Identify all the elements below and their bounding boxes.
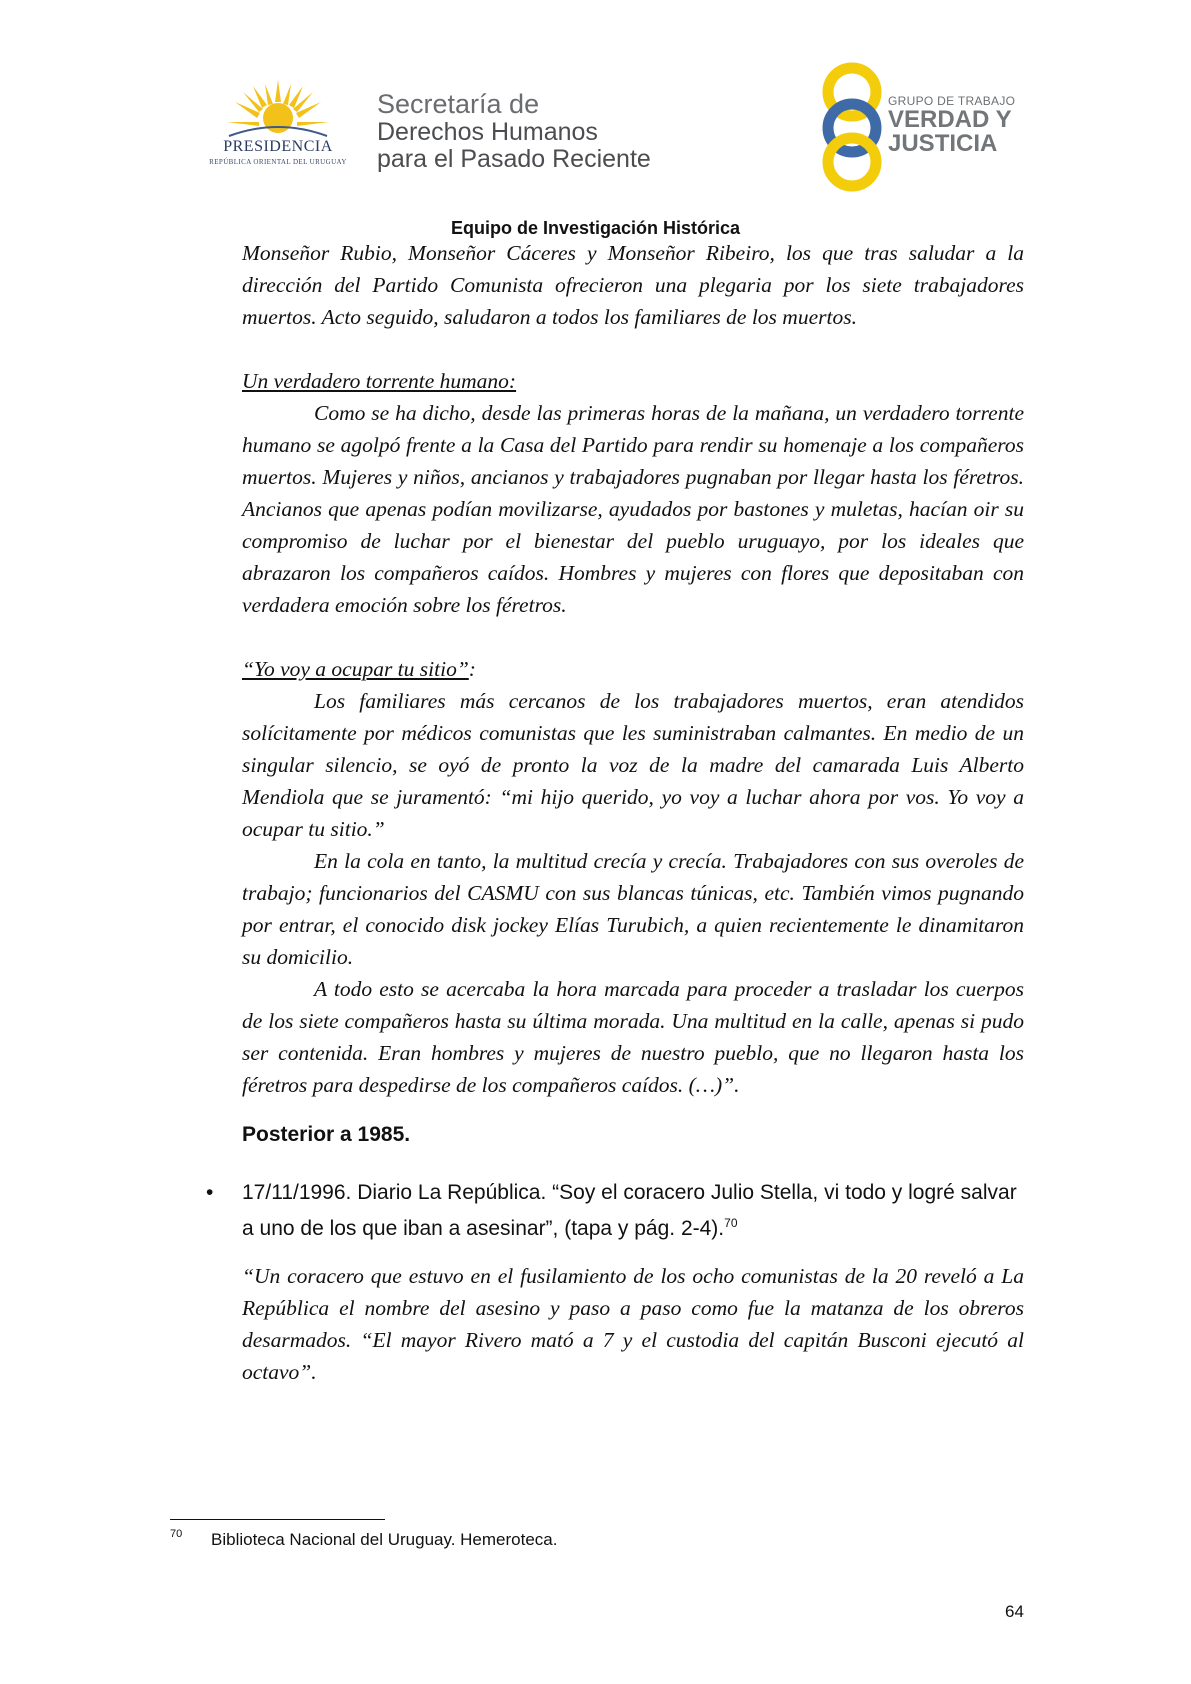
grupo-trabajo-text (888, 94, 1015, 156)
footnote-ref-link[interactable]: 70 (724, 1216, 738, 1230)
quote-paragraph: “Un coracero que estuvo en el fusilamiento de los ocho comunistas de la 20 reveló a La República el nombre del asesino y paso a paso como fue la matanza de los obreros desarmados. “El mayor Rivero mató a 7 y el custodia del capitán Busconi ejecutó al octavo”. (242, 1264, 1024, 1384)
footnote (170, 1530, 557, 1550)
grupo-trabajo-logo (812, 62, 1032, 192)
subheading-torrente (242, 365, 1024, 397)
presidencia-logo (198, 78, 358, 178)
page-number: 64 (1005, 1602, 1024, 1621)
footnote-text: Biblioteca Nacional del Uruguay. Hemeroteca. (211, 1530, 558, 1549)
section-heading: Posterior a 1985. (242, 1123, 411, 1146)
team-title: Equipo de Investigación Histórica (450, 218, 741, 238)
document-body (206, 237, 1024, 1388)
secretaria-line-3: para el Pasado Reciente (377, 145, 651, 173)
paragraph-monsenores: Monseñor Rubio, Monseñor Cáceres y Monseñor Ribeiro, los que tras saludar a la dirección del Partido Comunista ofrecieron una plegaria por los siete trabajadores muertos. Acto seguido, saludaron a todos los familiares de los muertos. (242, 241, 1024, 329)
bullet-text: 17/11/1996. Diario La República. “Soy el coracero Julio Stella, vi todo y logré salvar a uno de los que iban a asesinar”, (tapa y pág. 2-4). (242, 1181, 1017, 1240)
subheading-sitio (242, 653, 1024, 685)
grupo-line-2: VERDAD Y (888, 106, 1012, 133)
paragraph-torrente: Como se ha dicho, desde las primeras horas de la mañana, un verdadero torrente humano se agolpó frente a la Casa del Partido para rendir su homenaje a los compañeros muertos. Mujeres y niños, ancianos y trabajadores pugnaban por llegar hasta los féretros. Ancianos que apenas podían movilizarse, ayudados por bastones y muletas, hacían oir su compromiso de luchar por el bienestar del pueblo uruguayo, por los ideales que abrazaron los compañeros caídos. Hombres y mujeres con flores que depositaban con verdadera emoción sobre los féretros. (242, 401, 1024, 617)
paragraph-cola: En la cola en tanto, la multitud crecía y crecía. Trabajadores con sus overoles de trabajo; funcionarios del CASMU con sus blancas túnicas, etc. También vimos pugnando por entrar, el conocido disk jockey Elías Turubich, a quien recientemente le dinamitaron su domicilio. (242, 849, 1024, 969)
secretaria-line-1: Secretaría de (377, 89, 540, 119)
subheading-torrente-text: Un verdadero torrente humano: (242, 369, 517, 393)
spacer (242, 621, 1024, 653)
paragraph-traslado: A todo esto se acercaba la hora marcada para proceder a trasladar los cuerpos de los siete compañeros hasta su última morada. Una multitud en la calle, apenas si pudo ser contenida. Eran hombres y mujeres de nuestro pueblo, que no llegaron hasta los féretros para despedirse de los compañeros caídos. (…)”. (242, 977, 1024, 1097)
grupo-line-1: GRUPO DE TRABAJO (888, 94, 1016, 108)
bullet-item (206, 1177, 1024, 1244)
subheading-sitio-colon: : (468, 657, 476, 681)
presidencia-subtitle: REPÚBLICA ORIENTAL DEL URUGUAY (209, 158, 347, 166)
footnote-divider (170, 1519, 385, 1520)
grupo-line-3: JUSTICIA (888, 130, 998, 157)
bullet-icon: • (206, 1181, 214, 1204)
subheading-sitio-text: “Yo voy a ocupar tu sitio” (242, 657, 469, 681)
secretaria-logo-text (377, 90, 651, 173)
page-header (0, 0, 1191, 230)
footnote-number: 70 (170, 1528, 183, 1540)
presidencia-title: PRESIDENCIA (223, 138, 333, 155)
paragraph-familiares: Los familiares más cercanos de los trabajadores muertos, eran atendidos solícitamente por médicos comunistas que les suministraban calmantes. En medio de un singular silencio, se oyó de pronto la voz de la madre del camarada Luis Alberto Mendiola que se juramentó: “mi hijo querido, yo voy a luchar ahora por vos. Yo voy a ocupar tu sitio.” (242, 689, 1024, 841)
secretaria-line-2: Derechos Humanos (377, 118, 598, 146)
linked-rings-icon (812, 62, 892, 192)
sun-emblem-icon (223, 78, 333, 142)
spacer (242, 333, 1024, 365)
